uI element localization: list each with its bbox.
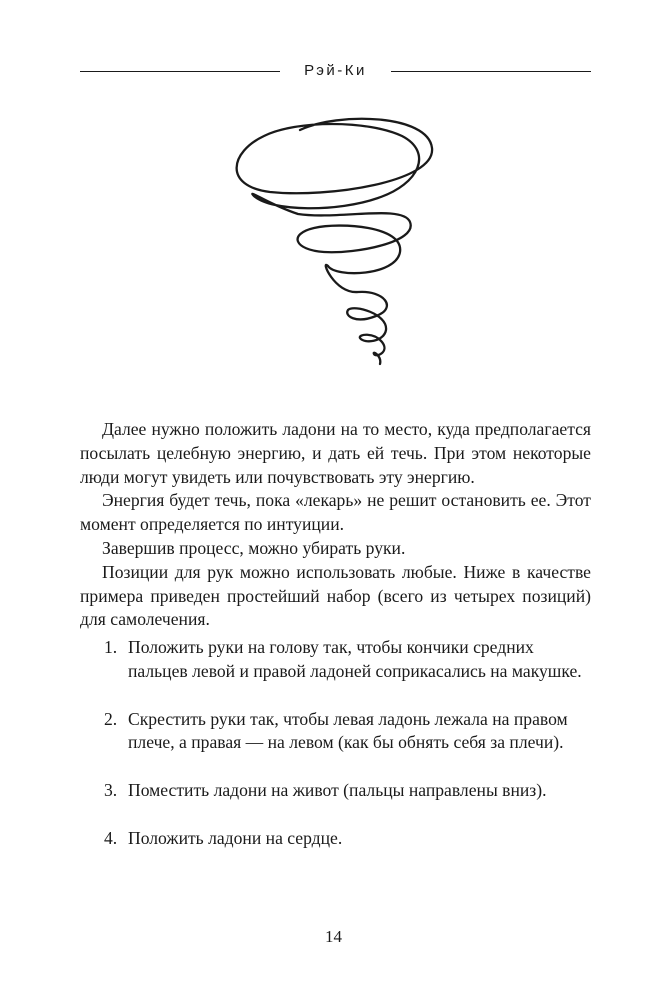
- paragraph: Далее нужно положить ладони на то место, куда предполагается посылать целебную энергию, и дать ей течь. При этом некоторые люди могут увидеть или почувствовать эту энергию.: [80, 419, 591, 487]
- header-rule-right: [391, 71, 591, 72]
- spiral-tornado-icon: [228, 108, 443, 376]
- list-item: [80, 827, 591, 851]
- list-item: [80, 708, 591, 756]
- list-item-text: Положить ладони на сердце.: [128, 827, 343, 848]
- list-item-number: 2.: [104, 708, 118, 729]
- list-item-text: Положить руки на голову так, чтобы кончики средних пальцев левой и правой ладоней соприкасались на макушке.: [128, 637, 582, 681]
- list-item-number: 3.: [104, 780, 118, 801]
- list-item-text: Скрестить руки так, чтобы левая ладонь лежала на правом плече, а правая — на левом (как бы обнять себя за плечи).: [128, 708, 568, 753]
- numbered-list: [80, 636, 591, 875]
- paragraph: Энергия будет течь, пока «лекарь» не решит остановить ее. Этот момент определяется по интуиции.: [80, 490, 591, 535]
- list-item: [80, 636, 591, 684]
- list-item-number: 1.: [104, 637, 118, 657]
- list-item-text: Поместить ладони на живот (пальцы направлены вниз).: [128, 780, 547, 801]
- list-item: [80, 779, 591, 803]
- body-text: [80, 418, 591, 632]
- list-item-number: 4.: [104, 827, 118, 848]
- paragraph: Позиции для рук можно использовать любые. Ниже в качестве примера приведен простейший набор (всего из четырех позиций) для самолечения.: [80, 561, 591, 630]
- paragraph: Завершив процесс, можно убирать руки.: [102, 537, 406, 558]
- page-number: 14: [325, 927, 342, 946]
- running-header: [80, 58, 591, 84]
- header-title: Рэй-Ки: [304, 62, 367, 79]
